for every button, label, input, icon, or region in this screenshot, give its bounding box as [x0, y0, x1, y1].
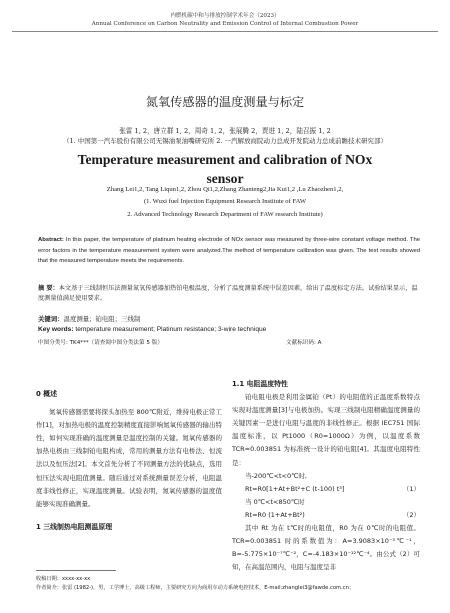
range-2: 当 0℃<t<850℃时	[245, 497, 305, 506]
paragraph-1: 铂电阻电极是利用金属铂（Pt）的电阻值的正温度系数特点实现对温度测量[3]与电极加热。实现三线制电阻精确温度测量的关键因素一是进行电阻与温度的非线性修正。根据 IEC751 国际温度标准，以 Pt1000（R0=1000Ω）为例，以温度系数 TCR=0.003851 为标准统一设计的铂电阻[4]。其温度电阻特性是：	[232, 393, 420, 467]
author-bio: 作者简介：张雷 (1982-)，男，工学博士，高级工程师，主要研究方向为商用车动力系统电控技术，E-mail:zhanglei3@fawde.com.cn；	[36, 585, 355, 591]
equation-2: Rt=R0 (1+At+Bt²)	[245, 510, 305, 519]
title-en-line-1: Temperature measurement and calibration of NOx	[77, 152, 373, 167]
section-1-heading: 1 三线制热电阻测温原理	[36, 522, 113, 531]
keywords-en-label: Key words:	[38, 326, 74, 333]
keywords-en-text: temperature measurement; Platinum resistance; 3-wire technique	[73, 326, 267, 333]
abstract-en-text: In this paper, the temperature of platinum heating electrode of NOx sensor was measured by three-wire constant voltage method. The error factors in the temperature measurement system were analyzed.The method of temperature calibration was given. The test results showed that the measured temperature meets the requirements.	[38, 237, 420, 265]
authors-en: Zhang Lei1,2, Tang Liqun1,2, Zhou Qi1,2,Zhang Zhanteng2,Jia Kui1,2 ,Lu Zhaozhen1,2,	[106, 186, 344, 193]
keywords-cn-label: 关键词：	[38, 315, 64, 323]
received-date: 收稿日期：xxxx-xx-xx	[36, 576, 91, 582]
title-cn: 氮氧传感器的温度测量与标定	[145, 95, 305, 109]
right-column	[232, 378, 420, 574]
header-rule	[12, 31, 438, 32]
classification-number: 中图分类号: TK4***（请查阅中图分类法第 5 版）	[38, 340, 163, 346]
section-1-1-heading: 1.1 电阻温度特性	[232, 380, 288, 388]
footnote-rule	[36, 570, 116, 571]
left-column	[36, 388, 222, 534]
title-en	[0, 150, 450, 188]
document-code: 文献标识码: A	[286, 340, 322, 346]
range-1: 当-200℃<t<0℃时,	[245, 471, 307, 480]
abstract-cn-label: 摘 要：	[38, 285, 59, 292]
keywords-cn	[38, 314, 140, 323]
section-0-text: 氮氧传感器需要将探头加热至 800℃附近，维持电极正常工作[1]，对加热电极的温度控制精度直接影响氮氧传感器的输出特性，如何实现准确的温度测量是温度控制的关键。氮氧传感器的加热电极由三线制铂电阻构成，常用的测量方法有电桥法、恒流法以及恒压法[2]。本文首先分析了不同测量方法的优缺点，选用恒压法实现电阻值测量。随后通过对系统测量误差分析，电阻温度非线性修正，实现温度测量。试验表明，氮氧传感器的温度值能够实现准确测量。	[36, 408, 222, 508]
abstract-cn	[38, 284, 418, 305]
affiliation-cn: （1. 中国第一汽车股份有限公司无锡油泵油嘴研究所 2. 一汽解放商院动力总成开发院动力总成前瞻技术研究部）	[62, 137, 388, 145]
affiliation-en-1: (1. Wuxi fuel Injection Equipment Research Institute of FAW	[143, 198, 307, 205]
equation-2-row	[232, 509, 420, 522]
running-header-en: Annual Conference on Carbon Neutrality and Emission Control of Internal Combustion Power	[91, 21, 359, 27]
paragraph-2: 其中 Rt 为在 t℃时的电阻值，R0 为在 0℃时的电阻值。TCR=0.003851 时的系数值为：A=3.9083×10⁻³℃⁻¹，B=-5.775×10⁻⁷℃⁻²，C=-4.183×10⁻¹²℃⁻⁴。由公式（2）可知，在高温范围内，电阻与温度呈非	[232, 524, 420, 572]
section-0-heading: 0 概述	[36, 390, 57, 398]
abstract-en-label: Abstract:	[38, 237, 64, 243]
equation-1-number: （1）	[402, 484, 420, 493]
keywords-en	[38, 326, 266, 333]
equation-1-row	[232, 483, 420, 496]
equation-2-number: （2）	[402, 510, 420, 519]
title-en-line-2: sensor	[206, 171, 244, 186]
abstract-cn-text: 本文基于三线制恒压法测量氮氧传感器加热铂电极温度，分析了温度测量系统中误差因素，给出了温度标定方法。试验结果显示，温度测量值满足使用要求。	[38, 285, 418, 303]
running-header-cn: 内燃机碳中和与排放控制学术年会（2023）	[170, 13, 280, 19]
affiliation-en-2: 2. Advanced Technology Research Department of FAW research Institute)	[127, 211, 323, 218]
abstract-en	[38, 235, 420, 267]
authors-cn: 张雷 1, 2，唐立群 1, 2，周奇 1, 2，张展腾 2，贾进 1, 2，陆召振 1, 2	[119, 127, 331, 135]
equation-1: Rt=R0[1+At+Bt²+C (t-100) t³]	[245, 484, 345, 493]
keywords-cn-text: 温度测量；铂电阻；三线制	[63, 315, 141, 323]
